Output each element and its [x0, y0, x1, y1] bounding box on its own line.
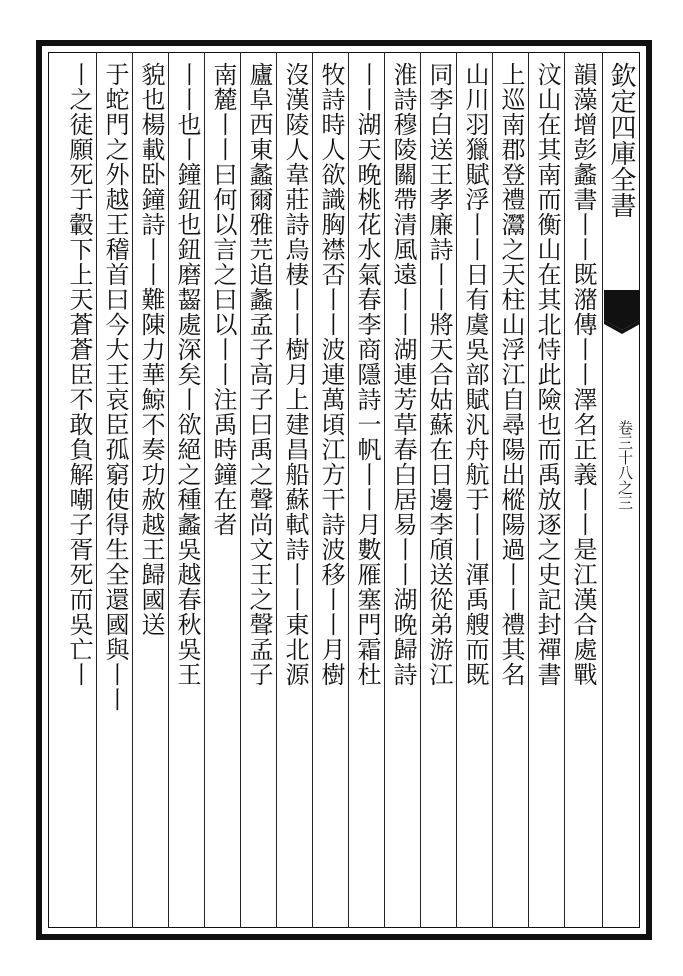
text-column-1: 韻藻增彭蠡書丨丨既潴傳丨丨澤名正義丨丨是江漢合處戰	[569, 62, 597, 687]
column-divider	[420, 52, 421, 928]
column-divider	[276, 52, 277, 928]
column-divider	[204, 52, 205, 928]
text-column-3: 上巡南郡登禮灊之天柱山浮江自尋陽出樅陽過丨丨禮其名	[497, 62, 525, 687]
text-column-4: 山川羽獵賦浮丨丨日有虞吳部賦汎舟航于丨丨渾禹艘而既	[461, 62, 489, 687]
column-divider	[96, 52, 97, 928]
column-divider	[492, 52, 493, 928]
column-divider	[384, 52, 385, 928]
column-divider	[240, 52, 241, 928]
text-column-8: 牧詩時人欲識胸襟否丨丨波連萬頃江方干詩波移丨丨月樹	[317, 62, 345, 687]
column-divider	[348, 52, 349, 928]
column-divider	[456, 52, 457, 928]
column-divider	[602, 52, 603, 928]
text-column-10: 廬阜西東蠡爾雅芫追蠡孟子高子曰禹之聲尚文王之聲孟子	[245, 62, 273, 687]
text-column-7: 丨丨湖天晚桃花水氣春李商隱詩一帆丨丨月數雁塞門霜杜	[353, 62, 381, 687]
text-column-15: 丨之徒願死于轂下上天蒼蒼臣不敢負解嘲子胥死而吳亡丨	[65, 62, 93, 687]
text-column-6: 淮詩穆陵關帶清風遠丨丨湖連芳草春白居易丨丨湖晚歸詩	[389, 62, 417, 687]
volume-label: 卷三十八之三	[616, 420, 634, 510]
column-divider	[312, 52, 313, 928]
text-column-2: 汶山在其南而衡山在其北恃此險也而禹放逐之史記封禪書	[533, 62, 561, 687]
text-column-5: 同李白送王孝廉詩丨丨將天合姑蘇在日邊李頎送從弟游江	[425, 62, 453, 687]
column-divider	[168, 52, 169, 928]
column-divider	[528, 52, 529, 928]
text-column-13: 貌也楊載卧鐘詩丨丨難陳力華鯨不奏功赦越王歸國送	[137, 62, 165, 637]
text-column-12: 丨丨也丨鐘鈕也鈕磨齧處深矣丨欲絕之種蠡吳越春秋吳王	[173, 62, 201, 687]
text-column-11: 南麓丨丨曰何以言之曰以丨丨注禹時鐘在者	[209, 62, 237, 537]
text-column-14: 于蛇門之外越王稽首曰今大王哀臣孤窮使得生全還國與丨丨	[101, 62, 129, 712]
book-title: 欽定四庫全書	[606, 62, 636, 218]
column-divider	[132, 52, 133, 928]
text-column-9: 沒漢陵人韋莊詩烏棲丨丨樹月上建昌船蘇軾詩丨丨東北源	[281, 62, 309, 687]
fish-tail-ornament	[604, 290, 640, 350]
column-divider	[564, 52, 565, 928]
